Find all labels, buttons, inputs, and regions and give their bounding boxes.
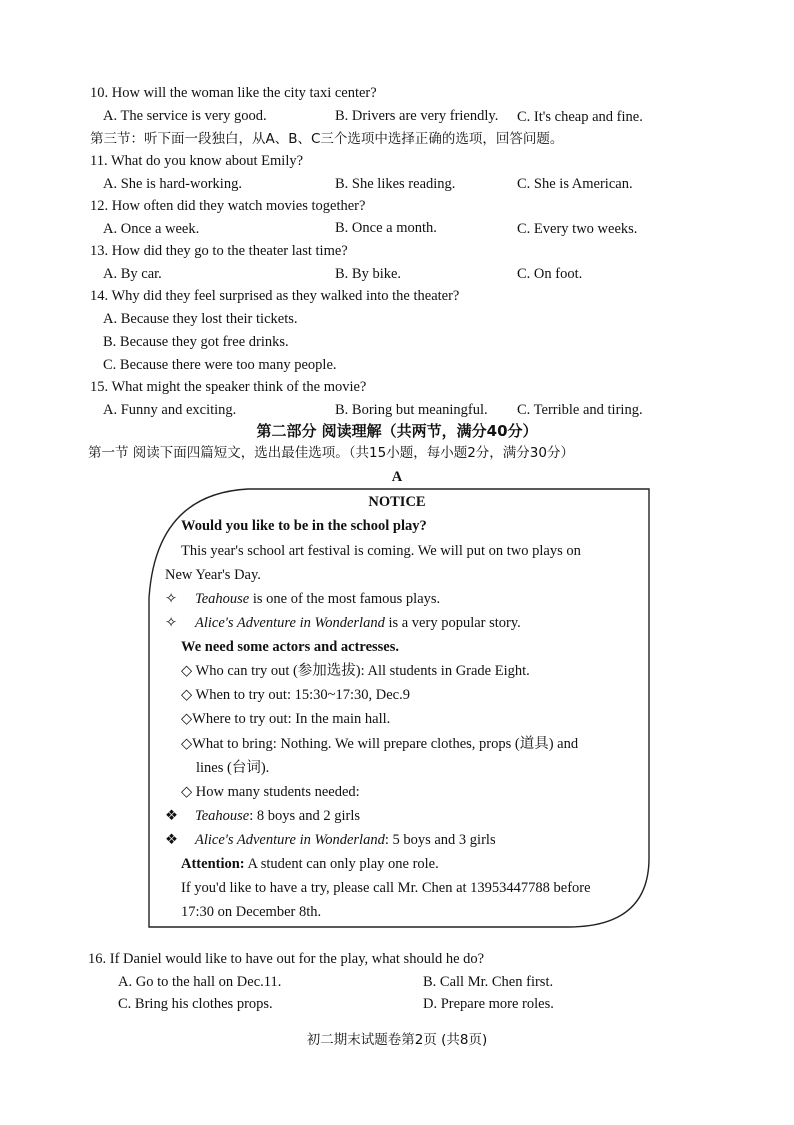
q16-option-b: B. Call Mr. Chen first. xyxy=(423,974,554,990)
q13-option-a: A. By car. xyxy=(103,266,162,282)
sparkle-bullet-icon: ✧ xyxy=(165,591,178,607)
diamond-bullet-icon: ◇ xyxy=(181,687,193,703)
star-bullet-icon: ❖ xyxy=(165,808,178,824)
q14-option-c: C. Because there were too many people. xyxy=(103,357,337,373)
q13-option-c: C. On foot. xyxy=(517,266,583,282)
notice-call-line1: If you'd like to have a try, please call Mr. Chen at 13953447788 before xyxy=(181,880,591,896)
attention-text: A student can only play one role. xyxy=(244,856,439,872)
q12-stem: 12. How often did they watch movies together? xyxy=(90,198,366,214)
diamond-bullet-icon: ◇ xyxy=(181,711,193,727)
sparkle-bullet-icon: ✧ xyxy=(165,615,178,631)
notice-intro-line1: This year's school art festival is coming. We will put on two plays on xyxy=(181,543,581,559)
notice-where-item xyxy=(181,710,390,728)
notice-play1-item xyxy=(165,590,440,608)
q10-option-a: A. The service is very good. xyxy=(103,108,267,124)
q12-option-c: C. Every two weeks. xyxy=(517,221,638,237)
notice-when-text: When to try out: 15:30~17:30, Dec.9 xyxy=(195,687,410,703)
notice-attention xyxy=(181,855,439,873)
q11-stem: 11. What do you know about Emily? xyxy=(90,153,304,169)
q10-option-c: C. It's cheap and fine. xyxy=(517,109,643,125)
q16-option-a: A. Go to the hall on Dec.11. xyxy=(118,974,282,990)
q14-stem: 14. Why did they feel surprised as they walked into the theater? xyxy=(90,288,460,304)
notice-title: NOTICE xyxy=(368,494,426,510)
notice-when-item xyxy=(181,686,410,704)
notice-play2-item xyxy=(165,614,521,632)
q15-option-b: B. Boring but meaningful. xyxy=(335,402,488,418)
notice-bring-text: What to bring: Nothing. We will prepare clothes, props (道具) and xyxy=(192,736,579,752)
q10-stem: 10. How will the woman like the city taxi center? xyxy=(90,85,377,101)
notice-who-text: Who can try out (参加选拔): All students in Grade Eight. xyxy=(195,663,530,679)
need2-count: : 5 boys and 3 girls xyxy=(384,832,496,848)
diamond-bullet-icon: ◇ xyxy=(181,663,193,679)
notice-howmany-item xyxy=(181,783,360,801)
star-bullet-icon: ❖ xyxy=(165,832,178,848)
play2-description: is a very popular story. xyxy=(384,615,521,631)
notice-need-heading: We need some actors and actresses. xyxy=(181,639,400,655)
notice-need1-item xyxy=(165,807,360,825)
q14-option-b: B. Because they got free drinks. xyxy=(103,334,289,350)
q13-stem: 13. How did they go to the theater last time? xyxy=(90,243,348,259)
q15-option-a: A. Funny and exciting. xyxy=(103,402,237,418)
q13-option-b: B. By bike. xyxy=(335,266,402,282)
q11-option-c: C. She is American. xyxy=(517,176,633,192)
need1-play-title: Teahouse xyxy=(195,808,250,824)
notice-who-item xyxy=(181,662,530,680)
q11-option-b: B. She likes reading. xyxy=(335,176,456,192)
notice-question: Would you like to be in the school play? xyxy=(181,518,427,534)
diamond-bullet-icon: ◇ xyxy=(181,736,193,752)
q16-stem: 16. If Daniel would like to have out for the play, what should he do? xyxy=(88,951,485,967)
notice-need2-item xyxy=(165,831,496,849)
q16-option-d: D. Prepare more roles. xyxy=(423,996,554,1012)
q12-option-a: A. Once a week. xyxy=(103,221,200,237)
q10-option-b: B. Drivers are very friendly. xyxy=(335,108,499,124)
page-footer: 初二期末试题卷第2页 (共8页) xyxy=(306,1032,488,1048)
q15-stem: 15. What might the speaker think of the movie? xyxy=(90,379,367,395)
section3-instruction: 第三节：听下面一段独白，从A、B、C三个选项中选择正确的选项，回答问题。 xyxy=(90,131,564,147)
play1-title: Teahouse xyxy=(195,591,250,607)
notice-where-text: Where to try out: In the main hall. xyxy=(192,711,391,727)
play2-title: Alice's Adventure in Wonderland xyxy=(195,615,385,631)
q15-option-c: C. Terrible and tiring. xyxy=(517,402,643,418)
q12-option-b: B. Once a month. xyxy=(335,220,437,236)
need1-count: : 8 boys and 2 girls xyxy=(249,808,361,824)
passage-letter: A xyxy=(391,469,403,485)
section1-instruction: 第一节 阅读下面四篇短文，选出最佳选项。（共15小题，每小题2分，满分30分） xyxy=(88,445,574,461)
play1-description: is one of the most famous plays. xyxy=(249,591,441,607)
need2-play-title: Alice's Adventure in Wonderland xyxy=(195,832,385,848)
q11-option-a: A. She is hard-working. xyxy=(103,176,242,192)
notice-bring-text-cont: lines (台词). xyxy=(196,760,270,776)
notice-bring-item xyxy=(181,735,578,753)
attention-label: Attention: xyxy=(181,856,245,872)
notice-howmany-text: How many students needed: xyxy=(195,784,360,800)
part2-title: 第二部分 阅读理解（共两节，满分40分） xyxy=(256,422,538,440)
notice-call-line2: 17:30 on December 8th. xyxy=(181,904,322,920)
q16-option-c: C. Bring his clothes props. xyxy=(118,996,273,1012)
diamond-bullet-icon: ◇ xyxy=(181,784,193,800)
notice-intro-line2: New Year's Day. xyxy=(165,567,261,583)
q14-option-a: A. Because they lost their tickets. xyxy=(103,311,298,327)
